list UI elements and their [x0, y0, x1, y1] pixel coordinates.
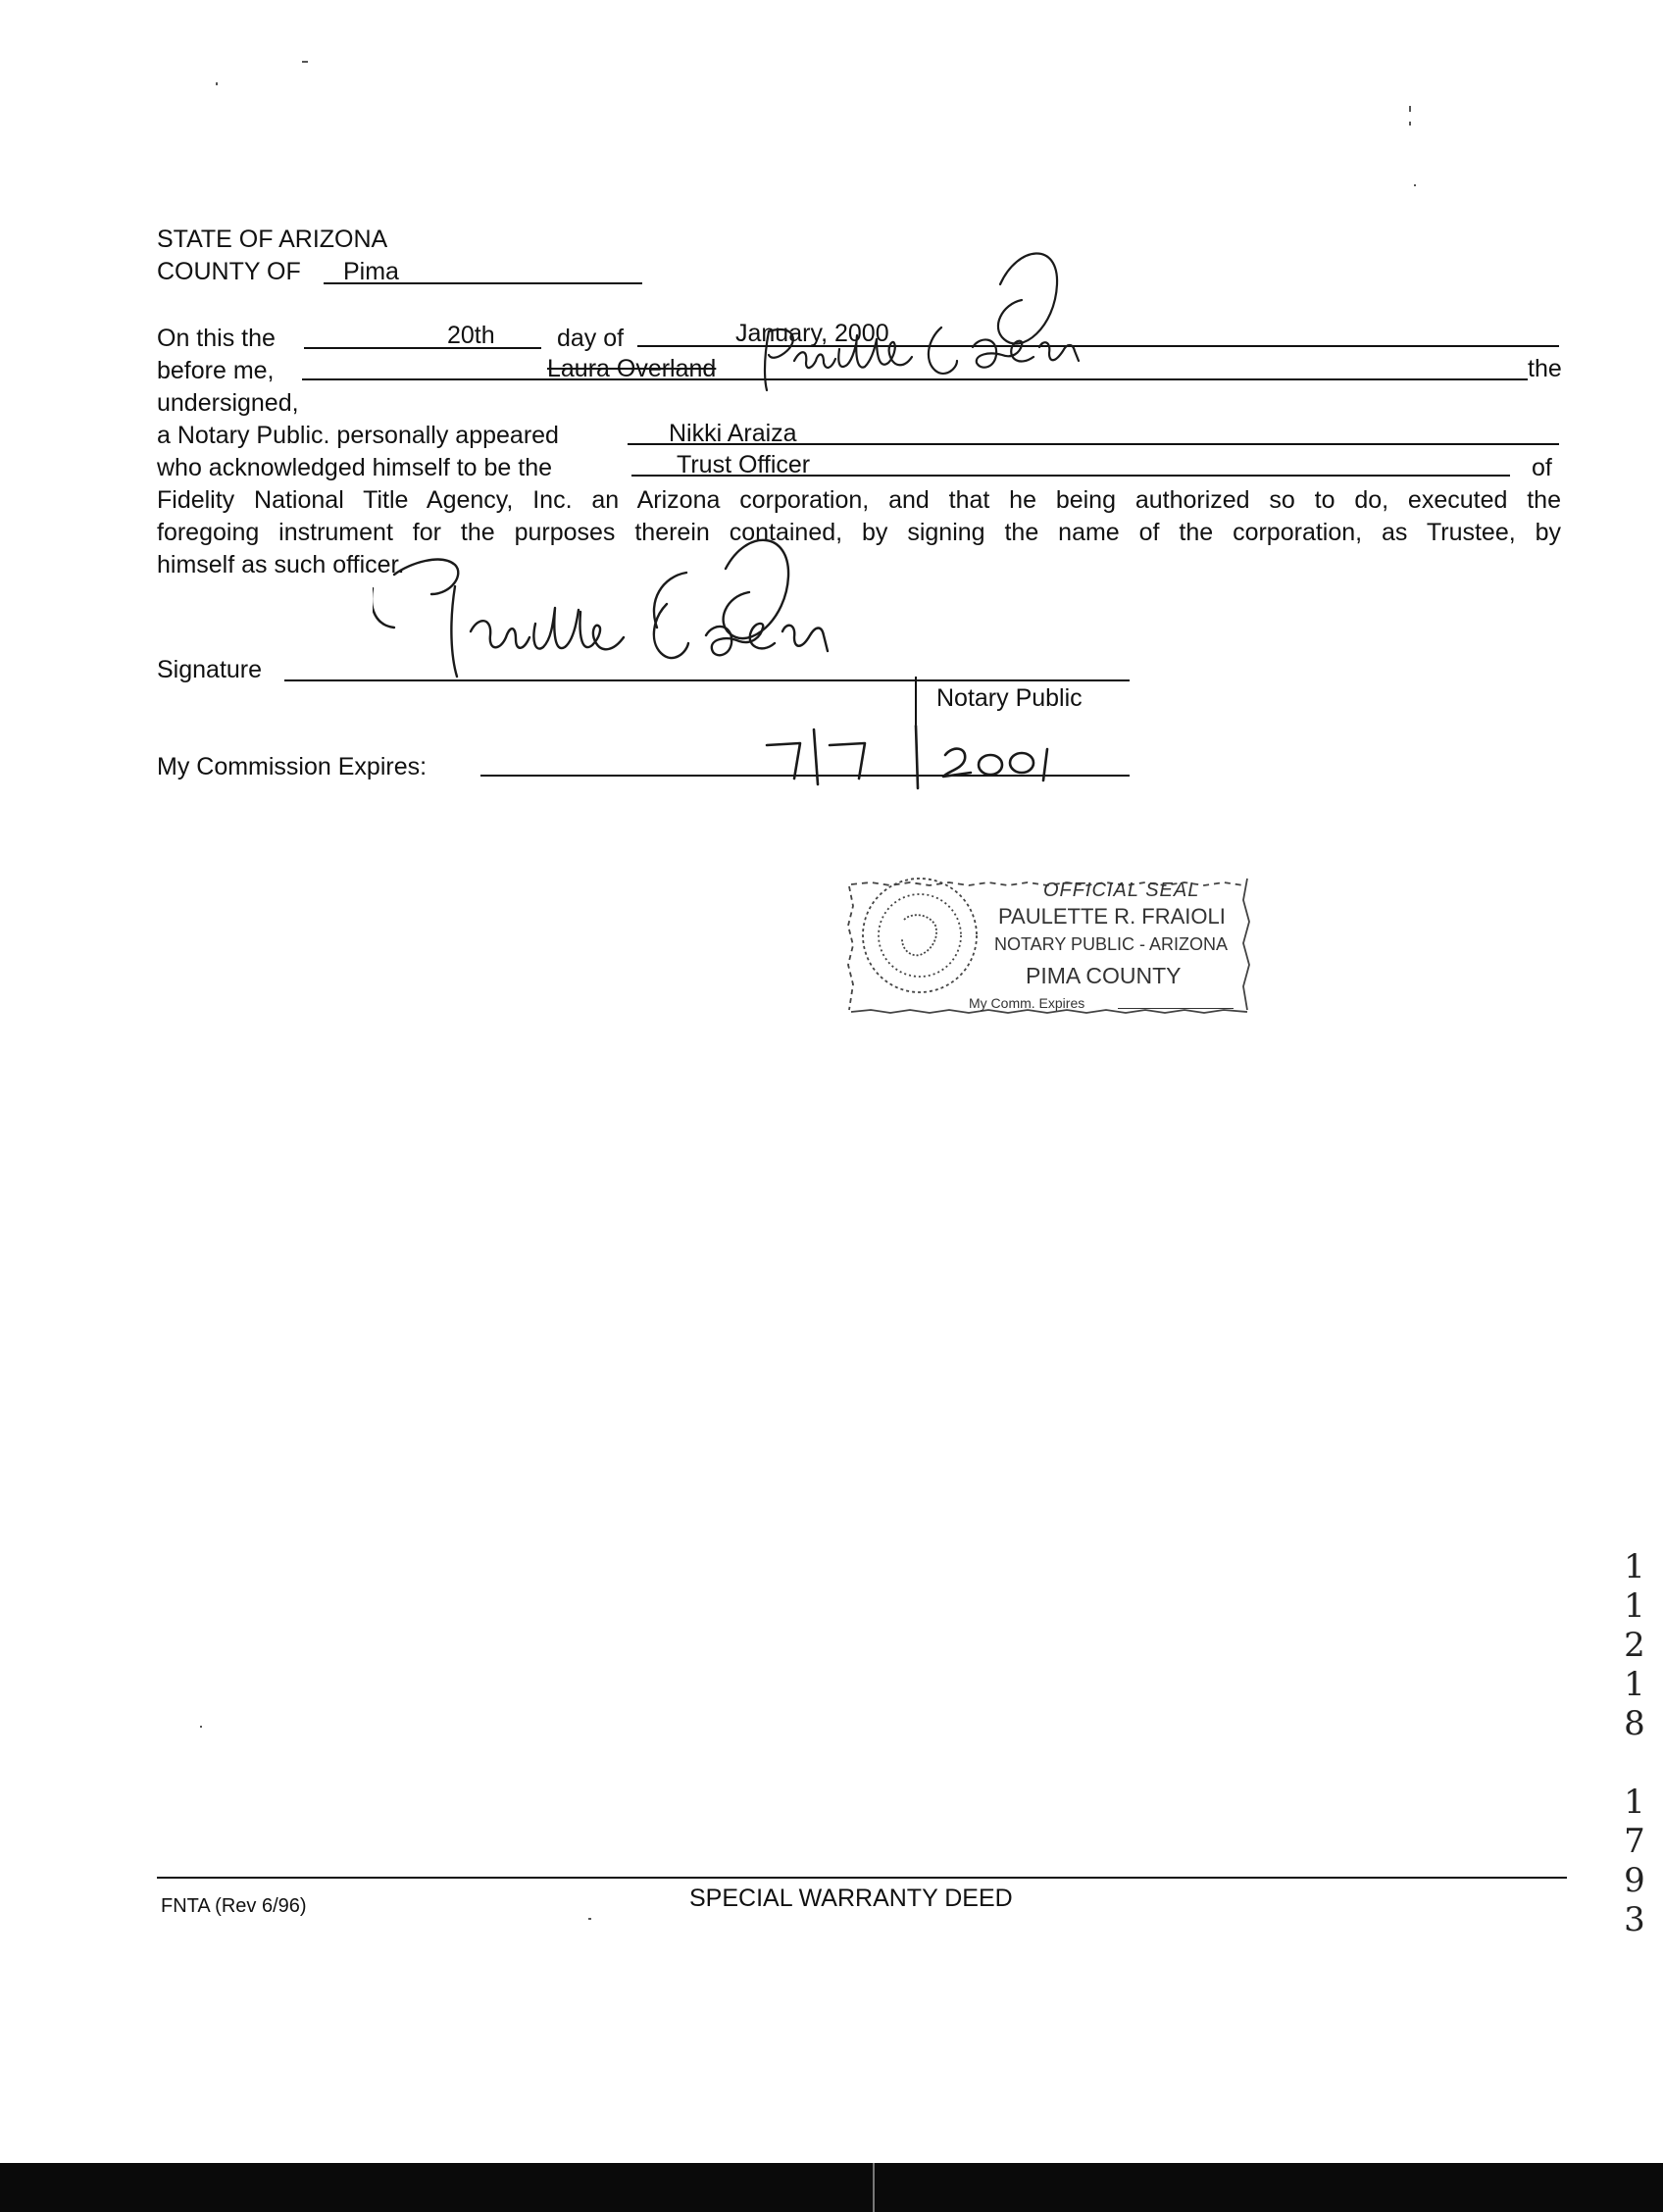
margin-digit: 8	[1624, 1704, 1645, 1743]
scan-speck	[302, 61, 308, 63]
seal-line-official: OFFICIAL SEAL	[1043, 880, 1200, 901]
commission-label: My Commission Expires:	[157, 753, 428, 780]
scan-speck	[1409, 122, 1411, 126]
notary-appeared-label: a Notary Public. personally appeared	[157, 422, 559, 449]
margin-digit: 1	[1624, 1586, 1645, 1626]
seal-line-expires: My Comm. Expires	[969, 995, 1085, 1011]
official-notary-seal	[841, 861, 1259, 1022]
paragraph-line: himself as such officer.	[157, 551, 405, 578]
day-of-label: day of	[557, 325, 625, 352]
paragraph-line: foregoing instrument for the purposes therein contained, by signing the name of the corporation, as Trustee, by	[157, 519, 1561, 546]
margin-digit: 1	[1624, 1665, 1645, 1704]
document-title: SPECIAL WARRANTY DEED	[689, 1885, 1013, 1912]
scan-speck	[1409, 106, 1411, 112]
margin-digit: 9	[1624, 1861, 1645, 1900]
the-label: the	[1528, 355, 1562, 382]
seal-expires-underline	[1118, 1008, 1234, 1009]
county-value: Pima	[343, 258, 399, 285]
day-underline	[304, 347, 541, 349]
county-label: COUNTY OF	[157, 258, 301, 285]
scan-speck	[873, 2163, 875, 2212]
on-this-the-label: On this the	[157, 325, 276, 352]
seal-line-name: PAULETTE R. FRAIOLI	[998, 904, 1226, 929]
margin-digit: 1	[1624, 1783, 1645, 1822]
margin-digit: 7	[1624, 1822, 1645, 1861]
state-heading: STATE OF ARIZONA	[157, 226, 388, 253]
handwritten-signature-before-me	[755, 245, 1245, 412]
footer-rule	[157, 1877, 1567, 1879]
margin-digit: 3	[1624, 1900, 1645, 1939]
signature-label: Signature	[157, 656, 263, 683]
commission-expiry-handwritten	[755, 716, 1128, 794]
margin-digit: 2	[1624, 1626, 1645, 1665]
notary-public-label: Notary Public	[936, 684, 1083, 712]
undersigned-label: undersigned,	[157, 389, 299, 417]
before-me-label: before me,	[157, 357, 275, 384]
scan-speck	[1414, 184, 1416, 186]
seal-line-county: PIMA COUNTY	[1026, 963, 1182, 988]
appeared-name: Nikki Araiza	[669, 420, 797, 447]
scan-speck	[216, 82, 218, 85]
seal-line-notary: NOTARY PUBLIC - ARIZONA	[994, 934, 1229, 954]
form-code: FNTA (Rev 6/96)	[161, 1895, 307, 1917]
day-value: 20th	[447, 322, 495, 349]
margin-recording-number	[1620, 1547, 1649, 1939]
margin-digit-gap	[1620, 1743, 1649, 1783]
month-year-value: January, 2000	[735, 320, 889, 347]
margin-digit: 1	[1624, 1547, 1645, 1586]
struck-name: Laura Overland	[547, 355, 717, 382]
scan-speck	[588, 1918, 591, 1920]
title-value: Trust Officer	[677, 451, 811, 478]
handwritten-signature-notary	[373, 529, 1059, 696]
scan-speck	[200, 1726, 202, 1728]
scan-bottom-border	[0, 2163, 1663, 2212]
of-label: of	[1532, 454, 1552, 481]
acknowledged-label: who acknowledged himself to be the	[157, 454, 553, 481]
paragraph-line: Fidelity National Title Agency, Inc. an Arizona corporation, and that he being authorized so to do, executed the	[157, 486, 1561, 514]
